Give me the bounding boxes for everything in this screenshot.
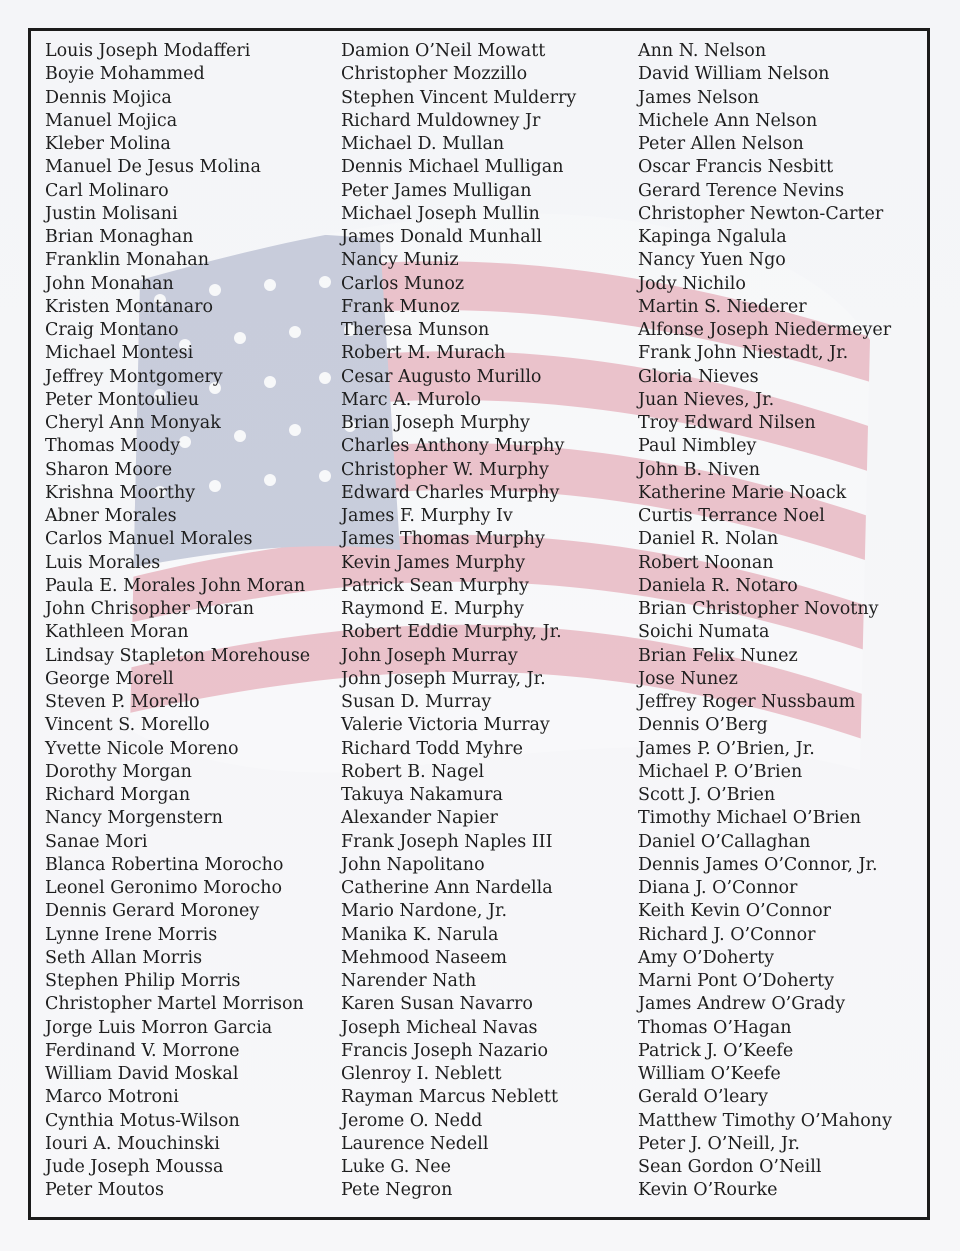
name-entry: Carl Molinaro [45, 180, 169, 201]
name-entry: Michael D. Mullan [341, 134, 505, 154]
name-entry: Soichi Numata [638, 622, 770, 643]
name-entry: Peter Montoulieu [45, 389, 200, 410]
name-entry: Leonel Geronimo Morocho [45, 878, 283, 898]
name-entry: Sean Gordon O’Neill [638, 1157, 822, 1177]
name-entry: Michael Montesi [45, 343, 194, 364]
name-entry: Scott J. O’Brien [638, 785, 776, 805]
name-entry: Kristen Montanaro [45, 296, 214, 317]
name-entry: Manuel Mojica [45, 110, 178, 131]
name-entry: Paula E. Morales John Moran [45, 575, 306, 596]
name-entry: Jorge Luis Morron Garcia [45, 1017, 273, 1038]
name-entry: Jeffrey Montgomery [45, 366, 223, 387]
name-entry: Michael P. O’Brien [638, 761, 803, 782]
name-entry: Frank Munoz [341, 296, 460, 317]
name-entry: Robert Noonan [638, 552, 774, 573]
name-entry: Valerie Victoria Murray [341, 715, 550, 736]
name-entry: Robert B. Nagel [341, 761, 485, 782]
name-entry: Justin Molisani [45, 203, 178, 224]
name-entry: Stephen Philip Morris [45, 971, 241, 991]
name-entry: Cheryl Ann Monyak [45, 413, 221, 433]
name-entry: Dennis Gerard Moroney [45, 901, 260, 922]
name-entry: Laurence Nedell [341, 1133, 489, 1154]
name-entry: Franklin Monahan [45, 250, 209, 271]
name-entry: Kevin James Murphy [341, 552, 526, 573]
name-entry: Oscar Francis Nesbitt [638, 157, 834, 178]
name-entry: Theresa Munson [341, 320, 490, 340]
name-entry: Patrick Sean Murphy [341, 575, 529, 596]
name-entry: Marni Pont O’Doherty [638, 971, 835, 991]
name-entry: Blanca Robertina Morocho [45, 854, 284, 875]
name-entry: Matthew Timothy O’Mahony [638, 1110, 892, 1131]
name-entry: Peter James Mulligan [341, 180, 532, 201]
name-entry: Luke G. Nee [341, 1157, 451, 1177]
name-entry: Brian Monaghan [45, 227, 194, 247]
name-entry: Glenroy I. Neblett [341, 1064, 502, 1084]
name-entry: Peter J. O’Neill, Jr. [638, 1133, 800, 1154]
name-entry: Troy Edward Nilsen [638, 413, 816, 433]
name-entry: Dennis James O’Connor, Jr. [638, 854, 878, 875]
name-entry: Luis Morales [45, 552, 161, 573]
name-entry: Stephen Vincent Mulderry [341, 87, 577, 108]
name-entry: Brian Joseph Murphy [341, 413, 530, 433]
name-entry: Timothy Michael O’Brien [638, 808, 862, 829]
name-entry: Rayman Marcus Neblett [341, 1087, 558, 1108]
name-entry: Charles Anthony Murphy [341, 436, 565, 457]
name-entry: Dennis Michael Mulligan [341, 157, 564, 178]
name-entry: Craig Montano [45, 320, 179, 340]
name-entry: Dennis O’Berg [638, 715, 768, 736]
name-entry: James Thomas Murphy [341, 529, 545, 550]
name-entry: Paul Nimbley [638, 436, 757, 457]
name-entry: Jude Joseph Moussa [45, 1157, 224, 1177]
name-entry: Sharon Moore [45, 459, 173, 480]
names-column-2 [341, 40, 576, 1203]
name-entry: Mehmood Naseem [341, 947, 508, 968]
name-entry: James F. Murphy Iv [341, 506, 513, 526]
name-entry: James Andrew O’Grady [638, 994, 846, 1015]
name-entry: Kevin O’Rourke [638, 1180, 778, 1201]
name-entry: Cynthia Motus-Wilson [45, 1110, 240, 1131]
name-entry: Kathleen Moran [45, 622, 189, 643]
name-entry: David William Nelson [638, 64, 830, 85]
name-entry: Brian Felix Nunez [638, 645, 798, 666]
name-entry: John Joseph Murray, Jr. [341, 668, 546, 689]
name-entry: Boyie Mohammed [45, 64, 205, 85]
name-entry: Ann N. Nelson [638, 41, 767, 61]
name-entry: Abner Morales [45, 506, 177, 526]
name-entry: John Chrisopher Moran [45, 599, 255, 619]
name-entry: James Donald Munhall [341, 227, 542, 247]
name-entry: Katherine Marie Noack [638, 482, 847, 503]
name-entry: Michele Ann Nelson [638, 110, 818, 131]
name-entry: Carlos Munoz [341, 273, 465, 294]
name-entry: Frank Joseph Naples III [341, 831, 553, 852]
name-entry: Christopher Martel Morrison [45, 994, 304, 1015]
name-entry: Richard J. O’Connor [638, 924, 816, 945]
name-entry: Vincent S. Morello [45, 715, 210, 736]
name-entry: Richard Muldowney Jr [341, 110, 541, 131]
name-entry: Christopher Newton-Carter [638, 203, 884, 224]
name-entry: Daniel O’Callaghan [638, 831, 811, 852]
name-entry: Susan D. Murray [341, 692, 492, 712]
name-entry: Christopher Mozzillo [341, 64, 528, 85]
name-entry: Mario Nardone, Jr. [341, 901, 508, 922]
name-entry: John B. Niven [638, 459, 761, 480]
names-column-3 [638, 40, 892, 1203]
name-entry: William O’Keefe [638, 1064, 781, 1084]
name-entry: Joseph Micheal Navas [341, 1017, 538, 1038]
name-entry: Dorothy Morgan [45, 761, 192, 782]
name-entry: Richard Morgan [45, 785, 191, 805]
name-entry: Christopher W. Murphy [341, 459, 549, 480]
name-entry: Cesar Augusto Murillo [341, 366, 542, 387]
name-entry: John Monahan [45, 273, 174, 294]
name-entry: Alexander Napier [341, 808, 498, 829]
name-entry: Jeffrey Roger Nussbaum [638, 692, 856, 712]
name-entry: Diana J. O’Connor [638, 878, 798, 898]
name-entry: Peter Moutos [45, 1180, 164, 1201]
name-entry: Krishna Moorthy [45, 482, 196, 503]
name-entry: George Morell [45, 668, 174, 689]
name-entry: Curtis Terrance Noel [638, 506, 825, 526]
name-entry: Gloria Nieves [638, 366, 759, 387]
name-entry: John Joseph Murray [341, 645, 518, 666]
name-entry: Kleber Molina [45, 134, 171, 154]
name-entry: Robert M. Murach [341, 343, 506, 364]
name-entry: Patrick J. O’Keefe [638, 1040, 794, 1061]
name-entry: James Nelson [638, 87, 759, 108]
name-entry: Alfonse Joseph Niedermeyer [638, 320, 892, 340]
name-entry: Manika K. Narula [341, 924, 499, 945]
name-entry: Richard Todd Myhre [341, 738, 524, 759]
name-entry: Karen Susan Navarro [341, 994, 533, 1015]
name-entry: Marco Motroni [45, 1087, 179, 1108]
name-entry: Keith Kevin O’Connor [638, 901, 831, 922]
name-entry: Lynne Irene Morris [45, 924, 218, 945]
name-entry: Daniel R. Nolan [638, 529, 779, 550]
name-entry: Gerald O’leary [638, 1087, 769, 1108]
name-entry: Pete Negron [341, 1180, 453, 1201]
name-entry: Jose Nunez [638, 668, 738, 689]
name-entry: Manuel De Jesus Molina [45, 157, 261, 178]
name-entry: Brian Christopher Novotny [638, 599, 879, 619]
name-entry: Robert Eddie Murphy, Jr. [341, 622, 562, 643]
name-entry: Kapinga Ngalula [638, 227, 787, 247]
name-entry: Catherine Ann Nardella [341, 878, 553, 898]
name-entry: Michael Joseph Mullin [341, 203, 540, 224]
name-entry: Sanae Mori [45, 831, 148, 852]
name-entry: Daniela R. Notaro [638, 575, 798, 596]
name-entry: Dennis Mojica [45, 87, 172, 108]
name-entry: Ferdinand V. Morrone [45, 1040, 240, 1061]
name-entry: Nancy Morgenstern [45, 808, 223, 829]
name-entry: Francis Joseph Nazario [341, 1040, 548, 1061]
name-entry: Iouri A. Mouchinski [45, 1133, 220, 1154]
name-entry: James P. O’Brien, Jr. [638, 738, 815, 759]
name-entry: Peter Allen Nelson [638, 134, 804, 154]
name-entry: Martin S. Niederer [638, 296, 807, 317]
name-entry: Nancy Yuen Ngo [638, 250, 786, 271]
name-entry: Jerome O. Nedd [341, 1110, 483, 1131]
name-entry: Frank John Niestadt, Jr. [638, 343, 849, 364]
name-entry: Gerard Terence Nevins [638, 180, 845, 201]
name-entry: Thomas Moody [45, 436, 181, 457]
name-entry: Thomas O’Hagan [638, 1017, 792, 1038]
name-entry: Takuya Nakamura [341, 785, 503, 805]
name-entry: Damion O’Neil Mowatt [341, 41, 546, 61]
name-entry: Lindsay Stapleton Morehouse [45, 645, 311, 666]
name-entry: Nancy Muniz [341, 250, 459, 271]
name-entry: William David Moskal [45, 1064, 239, 1084]
names-column-1 [45, 40, 310, 1203]
name-entry: Jody Nichilo [638, 273, 746, 294]
name-entry: Raymond E. Murphy [341, 599, 524, 619]
name-entry: Narender Nath [341, 971, 477, 991]
name-entry: Marc A. Murolo [341, 389, 482, 410]
name-entry: Seth Allan Morris [45, 947, 203, 968]
name-entry: Juan Nieves, Jr. [638, 389, 775, 410]
name-entry: Louis Joseph Modafferi [45, 41, 251, 61]
name-entry: Steven P. Morello [45, 692, 200, 712]
name-entry: Edward Charles Murphy [341, 482, 560, 503]
name-entry: Amy O’Doherty [638, 947, 775, 968]
name-entry: John Napolitano [341, 854, 485, 875]
name-entry: Carlos Manuel Morales [45, 529, 253, 550]
name-entry: Yvette Nicole Moreno [45, 738, 239, 759]
